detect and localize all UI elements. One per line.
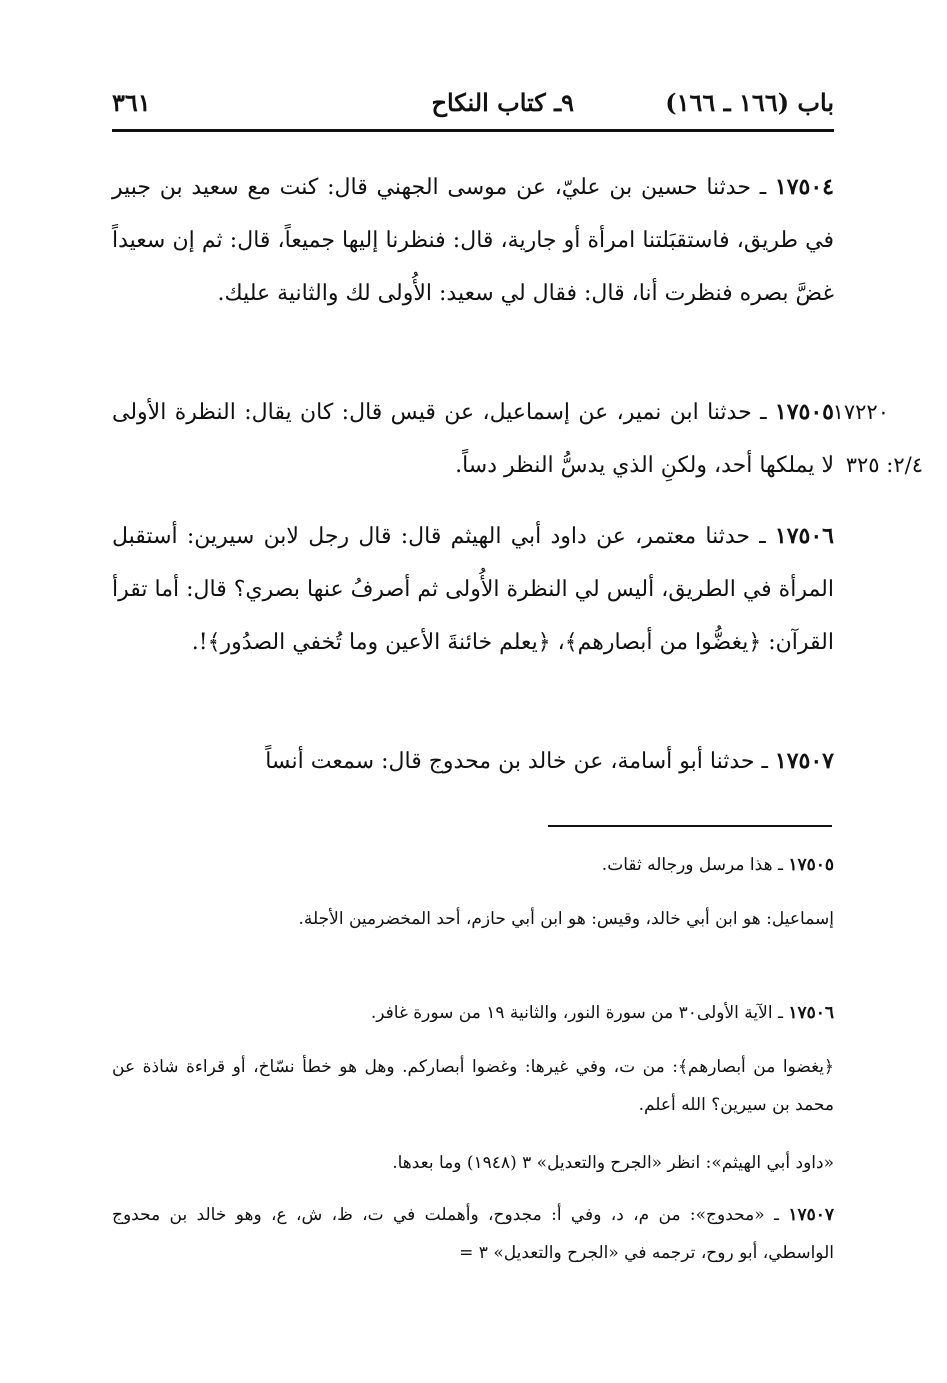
hadith-text: ـ حدثنا حسين بن عليّ، عن موسى الجهني قال: كنت مع سعيد بن جبير في طريق، فاستقبَلتنا امرأة أو جارية، قال: فنظرنا إليها جميعاً، قال: ثم إن سعيداً غضَّ بصره فنظرت أنا، قال: فقال لي سعيد: الأُولى لك والثانية عليك. bbox=[112, 175, 834, 306]
footnote-number: ١٧٥٠٦ bbox=[788, 1003, 834, 1023]
hadith-17505 bbox=[112, 386, 834, 492]
hadith-number: ١٧٥٠٥ bbox=[774, 399, 834, 425]
footnote-text: إسماعيل: هو ابن أبي خالد، وقيس: هو ابن أبي حازم، أحد المخضرمين الأجلة. bbox=[298, 909, 834, 929]
hadith-text: ـ حدثنا أبو أسامة، عن خالد بن محدوج قال: سمعت أنساً bbox=[265, 749, 775, 774]
footnote-17505 bbox=[112, 846, 834, 884]
hadith-text: ـ حدثنا ابن نمير، عن إسماعيل، عن قيس قال: كان يقال: النظرة الأولى لا يملكها أحد، ولكنِ الذي يدسُّ النظر دساً. bbox=[112, 400, 834, 478]
footnote-text: ـ هذا مرسل ورجاله ثقات. bbox=[601, 855, 789, 875]
hadith-number: ١٧٥٠٧ bbox=[774, 748, 834, 774]
page-number: ٣٦١ bbox=[112, 88, 151, 117]
footnote-number: ١٧٥٠٥ bbox=[788, 855, 834, 875]
hadith-17504 bbox=[112, 161, 834, 320]
header-rule bbox=[112, 129, 834, 132]
hadith-text: ـ حدثنا معتمر، عن داود أبي الهيثم قال: قال رجل لابن سيرين: أستقبل المرأة في الطريق، أليس لي النظرة الأُولى ثم أصرفُ عنها بصري؟ قال: أما تقرأ القرآن: ﴿يغضُّوا من أبصارهم﴾، ﴿يعلم خائنةَ الأعين وما تُخفي الصدُور﴾!. bbox=[112, 524, 834, 655]
footnote-dawud bbox=[112, 1144, 834, 1182]
hadith-17507 bbox=[112, 735, 834, 788]
page-header bbox=[112, 88, 834, 124]
footnote-text: ﴿يغضوا من أبصارهم﴾: من ت، وفي غيرها: وغضوا أبصاركم. وهل هو خطأ نسّاخ، أو قراءة شاذة عن محمد بن سيرين؟ الله أعلم. bbox=[112, 1057, 834, 1115]
footnote-text: ـ «محدوج»: من م، د، وفي أ: مجدوح، وأهملت في ت، ظ، ش، ع، وهو خالد بن محدوج الواسطي، أبو روح، ترجمه في «الجرح والتعديل» ٣ = bbox=[112, 1205, 834, 1263]
margin-ref-volume-page: ٢/٤: ٣٢٥ bbox=[845, 453, 923, 477]
footnote-text: ـ الآية الأولى٣٠ من سورة النور، والثانية ١٩ من سورة غافر. bbox=[370, 1003, 789, 1023]
footnote-isma-il bbox=[112, 900, 834, 938]
hadith-17506 bbox=[112, 510, 834, 669]
hadith-number: ١٧٥٠٦ bbox=[774, 523, 834, 549]
footnote-number: ١٧٥٠٧ bbox=[788, 1205, 834, 1225]
chapter-range: باب (١٦٦ ـ ١٦٦) bbox=[665, 88, 834, 117]
footnote-17506 bbox=[112, 994, 834, 1032]
footnote-text: «داود أبي الهيثم»: انظر «الجرح والتعديل» ٣ (١٩٤٨) وما بعدها. bbox=[392, 1153, 834, 1173]
footnote-yaghuddu bbox=[112, 1048, 834, 1124]
margin-ref-number: ١٧٢٢٠ bbox=[832, 400, 889, 424]
footnote-rule bbox=[548, 825, 832, 827]
footnote-17507 bbox=[112, 1196, 834, 1272]
hadith-number: ١٧٥٠٤ bbox=[774, 174, 834, 200]
book-title: ٩ـ كتاب النكاح bbox=[431, 88, 574, 117]
